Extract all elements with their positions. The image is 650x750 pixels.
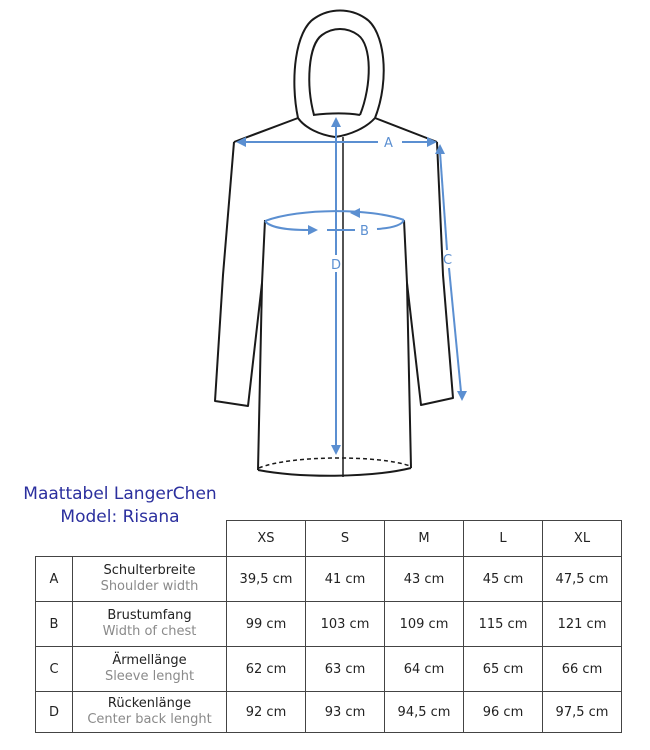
size-header-l: L xyxy=(464,521,543,557)
row-label xyxy=(73,602,227,647)
model-name: Model: Risana xyxy=(60,507,180,527)
label-german: Schulterbreite xyxy=(103,563,196,578)
label-german: Ärmellänge xyxy=(112,653,187,668)
cell-value: 45 cm xyxy=(464,557,543,602)
table-row-shoulder xyxy=(36,557,622,602)
cell-value: 92 cm xyxy=(227,692,306,733)
arrow-b-left-icon xyxy=(350,208,360,218)
label-english: Shoulder width xyxy=(100,579,199,594)
label-german: Rückenlänge xyxy=(107,696,192,711)
size-header-xs: XS xyxy=(227,521,306,557)
arrow-c-down-icon xyxy=(457,391,467,401)
cell-value: 93 cm xyxy=(306,692,385,733)
row-letter: D xyxy=(36,692,73,733)
label-a: A xyxy=(384,136,393,151)
cell-value: 109 cm xyxy=(385,602,464,647)
row-letter: A xyxy=(36,557,73,602)
arrow-a-right-icon xyxy=(427,137,437,147)
cell-value: 62 cm xyxy=(227,647,306,692)
cell-value: 65 cm xyxy=(464,647,543,692)
hem-dashed-line xyxy=(259,458,410,468)
cell-value: 96 cm xyxy=(464,692,543,733)
arrow-d-up-icon xyxy=(331,117,341,127)
row-label xyxy=(73,557,227,602)
arrow-d-down-icon xyxy=(331,445,341,455)
size-header-xl: XL xyxy=(543,521,622,557)
cell-value: 121 cm xyxy=(543,602,622,647)
cell-value: 63 cm xyxy=(306,647,385,692)
cell-value: 47,5 cm xyxy=(543,557,622,602)
label-c: C xyxy=(443,253,453,268)
measurement-labels xyxy=(331,136,452,273)
cell-value: 64 cm xyxy=(385,647,464,692)
arrow-b-right-icon xyxy=(308,225,318,235)
cell-value: 43 cm xyxy=(385,557,464,602)
size-header-row xyxy=(36,521,622,557)
size-chart-title: Maattabel LangerChen xyxy=(23,484,217,504)
table-row-sleeve xyxy=(36,647,622,692)
table-row-back-length xyxy=(36,692,622,733)
cell-value: 97,5 cm xyxy=(543,692,622,733)
label-d: D xyxy=(331,258,342,273)
cell-value: 115 cm xyxy=(464,602,543,647)
cell-value: 39,5 cm xyxy=(227,557,306,602)
label-english: Width of chest xyxy=(102,624,197,639)
size-header-s: S xyxy=(306,521,385,557)
measurement-lines xyxy=(244,125,461,448)
label-german: Brustumfang xyxy=(107,608,192,623)
row-letter: B xyxy=(36,602,73,647)
size-table xyxy=(35,520,622,733)
cell-value: 103 cm xyxy=(306,602,385,647)
table-row-chest xyxy=(36,602,622,647)
cell-value: 99 cm xyxy=(227,602,306,647)
cell-value: 41 cm xyxy=(306,557,385,602)
cell-value: 94,5 cm xyxy=(385,692,464,733)
size-header-m: M xyxy=(385,521,464,557)
coat-outline xyxy=(215,11,453,478)
label-english: Sleeve lenght xyxy=(104,669,195,684)
row-label xyxy=(73,647,227,692)
row-label xyxy=(73,692,227,733)
measurement-arrowheads xyxy=(236,117,467,455)
label-english: Center back lenght xyxy=(87,712,212,727)
label-b: B xyxy=(360,224,369,239)
row-letter: C xyxy=(36,647,73,692)
cell-value: 66 cm xyxy=(543,647,622,692)
